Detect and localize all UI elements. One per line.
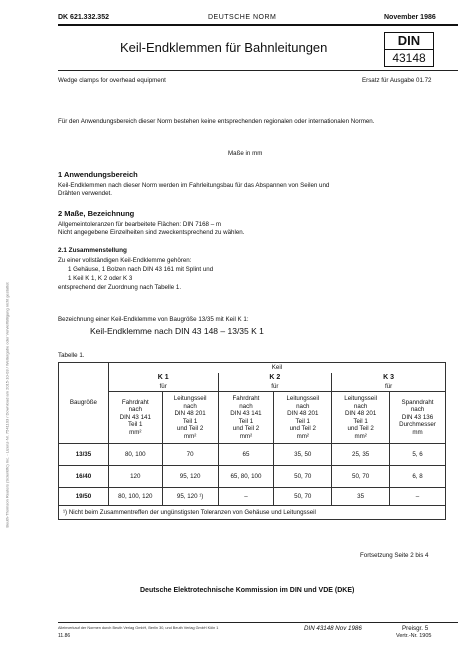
din-divider	[385, 49, 433, 50]
table-cell: 50, 70	[274, 488, 332, 506]
subheader-line: und Teil 2	[289, 425, 316, 432]
din-logo-box	[384, 32, 434, 67]
subheader-line: nach	[183, 402, 197, 410]
subheader-line: Leitungsseil	[344, 395, 377, 402]
english-title: Wedge clamps for overhead equipment	[58, 77, 166, 84]
table-cell: 70	[162, 444, 218, 466]
doc-type: DEUTSCHE NORM	[208, 14, 277, 21]
subheader-leitungsseil-k1	[162, 392, 218, 444]
table-cell: 6, 8	[390, 466, 446, 488]
subheader-line: nach	[353, 402, 368, 410]
footer-din-ref: DIN 43148 Nov 1986	[304, 625, 362, 632]
issue-date: November 1986	[384, 14, 436, 21]
table-cell: –	[218, 488, 274, 506]
subheader-line: Teil 1	[295, 417, 310, 425]
table-cell: 50, 70	[274, 466, 332, 488]
replaces-edition: Ersatz für Ausgabe 01.72	[362, 77, 432, 84]
table-caption: Tabelle 1.	[58, 352, 85, 359]
distribution-number: Vertr.-Nr. 1905	[396, 633, 432, 639]
table-header-row	[59, 383, 446, 392]
subheader-line: Leitungsseil	[173, 395, 207, 402]
header-group-k2-fuer: für	[218, 383, 332, 392]
subheader-line: DIN 43 136	[401, 413, 434, 421]
section-1-heading: 1 Anwendungsbereich	[58, 170, 138, 179]
header-rule	[58, 24, 458, 26]
committee: Deutsche Elektrotechnische Kommission im DIN und VDE (DKE)	[140, 587, 355, 594]
subheader-line: nach	[128, 406, 142, 414]
units-note: Maße in mm	[228, 150, 263, 157]
subheader-line: DIN 43 141	[119, 413, 151, 421]
cell-baugroesse: 19/50	[59, 488, 109, 506]
subheader-line: Spanndraht	[401, 398, 434, 406]
subheader-line: Leitungsseil	[286, 395, 320, 402]
table-row	[59, 488, 446, 506]
table-row	[59, 444, 446, 466]
section-2-line: Allgemeintoleranzen für bearbeitete Flächen: DIN 7168 – m	[58, 221, 222, 228]
table-cell: 35, 50	[274, 444, 332, 466]
subheader-line: mm²	[129, 428, 142, 436]
section-2-heading: 2 Maße, Bezeichnung	[58, 209, 135, 218]
table-cell: –	[390, 488, 446, 506]
table-cell: 80, 100, 120	[108, 488, 162, 506]
subheader-line: mm	[412, 428, 423, 436]
subheader-line: DIN 43 141	[230, 410, 262, 417]
subheader-leitungsseil-k2	[274, 392, 332, 444]
table-1	[58, 362, 446, 520]
section-2-1-heading: 2.1 Zusammenstellung	[58, 247, 127, 254]
subheader-line: nach	[410, 406, 425, 414]
subheader-spanndraht-k3	[390, 392, 446, 444]
sales-note: Alleinverkauf der Normen durch Beuth Verlag GmbH, Berlin 30, und Beuth Verlag GmbH Köln 1	[58, 626, 219, 630]
subheader-line: Teil 1	[128, 421, 143, 429]
subheader-line: Teil 1	[353, 417, 368, 425]
subheader-line: und Teil 2	[232, 425, 260, 432]
subheader-line: DIN 48 201	[287, 410, 319, 417]
subheader-line: und Teil 2	[347, 425, 374, 432]
header-keil: Keil	[108, 363, 445, 373]
cell-baugroesse: 13/35	[59, 444, 109, 466]
header-baugroesse: Baugröße	[59, 363, 109, 444]
document-title: Keil-Endklemmen für Bahnleitungen	[120, 40, 328, 55]
table-cell: 5, 6	[390, 444, 446, 466]
subheader-line: Teil 1	[182, 417, 198, 425]
side-license-text	[0, 170, 14, 640]
table-header-row	[59, 363, 446, 373]
section-2-1-line: Zu einer vollständigen Keil-Endklemme gehören:	[58, 257, 192, 264]
section-2-1-line: 1 Gehäuse, 1 Bolzen nach DIN 43 161 mit Splint und	[68, 266, 214, 273]
table-cell: 35	[332, 488, 390, 506]
subheader-line: nach	[296, 402, 310, 410]
table-cell: 25, 35	[332, 444, 390, 466]
section-2-line: Nicht angegebene Einzelheiten sind zweckentsprechend zu wählen.	[58, 229, 245, 236]
header-group-k3: K 3	[332, 373, 446, 383]
scope-note: Für den Anwendungsbereich dieser Norm bestehen keine entsprechenden regionalen oder internationalen Normen.	[58, 118, 375, 125]
subheader-line: mm²	[296, 432, 309, 440]
section-2-1-line: 1 Keil K 1, K 2 oder K 3	[68, 275, 133, 282]
section-2-1-line: entsprechend der Zuordnung nach Tabelle 1.	[58, 284, 182, 291]
cell-baugroesse: 16/40	[59, 466, 109, 488]
print-code: 11.86	[58, 633, 71, 639]
subheader-line: DIN 48 201	[174, 410, 206, 417]
header-group-k3-fuer: für	[332, 383, 446, 392]
header-group-k1: K 1	[108, 373, 218, 383]
table-footnote-row	[59, 506, 446, 520]
price-group: Preisgr. 5	[402, 625, 429, 632]
continuation-note: Fortsetzung Seite 2 bis 4	[360, 552, 429, 559]
subheader-line: mm²	[354, 432, 367, 440]
title-rule	[58, 70, 458, 71]
table-header-row	[59, 373, 446, 383]
subheader-line: mm²	[239, 432, 253, 440]
subheader-fahrdraht-k1	[108, 392, 162, 444]
subheader-line: Teil 1	[238, 417, 254, 425]
din-logo: DIN	[397, 33, 421, 48]
table-cell: 65	[218, 444, 274, 466]
subheader-line: Fahrdraht	[232, 395, 260, 402]
subheader-leitungsseil-k3	[332, 392, 390, 444]
subheader-line: Durchmesser	[399, 421, 436, 429]
footer-rule	[58, 622, 458, 623]
subheader-line: und Teil 2	[176, 425, 204, 432]
subheader-line: nach	[239, 402, 253, 410]
table-cell: 95, 120 ¹)	[162, 488, 218, 506]
side-license-label: Beuth-Thomson Reuters (Scientific) Inc. - Lizenz-Nr. 7541103 / Download am 2015-10-03 / Weitergabe oder Vervielfältigung nicht gestattet	[4, 282, 10, 528]
subheader-line: DIN 48 201	[344, 410, 377, 417]
designation-example: Keil-Endklemme nach DIN 43 148 – 13/35 K 1	[90, 326, 264, 336]
header-group-k1-fuer: für	[108, 383, 218, 392]
table-subheader-row	[59, 392, 446, 444]
designation-intro: Bezeichnung einer Keil-Endklemme von Baugröße 13/35 mit Keil K 1:	[58, 316, 249, 323]
table-row	[59, 466, 446, 488]
table-cell: 80, 100	[108, 444, 162, 466]
header-group-k2: K 2	[218, 373, 332, 383]
subheader-line: Fahrdraht	[121, 398, 149, 406]
subheader-fahrdraht-k2	[218, 392, 274, 444]
table-cell: 120	[108, 466, 162, 488]
table-footnote: ¹) Nicht beim Zusammentreffen der ungünstigsten Toleranzen von Gehäuse und Leitungsseil	[59, 506, 446, 520]
dk-number: DK 621.332.352	[58, 14, 109, 21]
section-1-line: Drähten verwendet.	[58, 190, 112, 197]
table-cell: 50, 70	[332, 466, 390, 488]
section-1-line: Keil-Endklemmen nach dieser Norm werden im Fahrleitungsbau für das Abspannen von Seilen und	[58, 182, 330, 189]
table-cell: 65, 80, 100	[218, 466, 274, 488]
din-number: 43148	[392, 51, 426, 65]
subheader-line: mm²	[183, 432, 197, 440]
table-cell: 95, 120	[162, 466, 218, 488]
